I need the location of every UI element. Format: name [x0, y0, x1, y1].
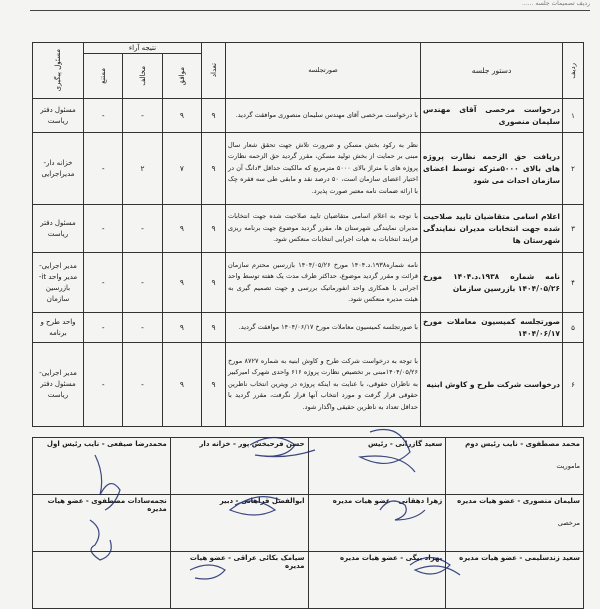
signature-cell — [170, 495, 308, 552]
approve-cell: ۷ — [162, 133, 201, 205]
abstain-cell: - — [84, 99, 123, 133]
oppose-cell: - — [123, 99, 162, 133]
approve-cell: ۹ — [162, 253, 201, 313]
col-result-header: نتیجه آراء — [84, 43, 202, 54]
signature-row — [33, 438, 584, 495]
abstain-cell: - — [84, 343, 123, 427]
minutes-cell: با درخواست مرخصی آقای مهندس سلیمان منصوری موافقت گردید. — [226, 99, 421, 133]
signer-name: سلیمان منصوری - عضو هیات مدیره — [457, 497, 580, 505]
count-cell: ۹ — [202, 133, 226, 205]
table-row — [33, 343, 584, 427]
oppose-cell: ۲ — [123, 133, 162, 205]
signature-cell — [170, 438, 308, 495]
abstain-cell: - — [84, 205, 123, 253]
oppose-cell: - — [123, 313, 162, 343]
agenda-cell: دریافت حق الزحمه نظارت پروژه های بالای ۵۰۰۰مترکه توسط اعضای سازمان احداث می شود — [421, 133, 563, 205]
minutes-cell: نامه شماره۱۹۳۸.د.۱۴۰۴ مورخ ۱۴۰۴/۰۵/۲۶ بازرسین محترم سازمان قرائت و مقرر گردید موضوع، حداکثر ظرف مدت یک هفته توسط واحد اجرایی با همکاری واحد انفورماتیک بررسی و جهت تصمیم گیری به هیئت مدیره منعکس شود. — [226, 253, 421, 313]
signature-row — [33, 495, 584, 552]
responsible-cell: مدیر اجرایی- مسئول دفتر ریاست — [33, 343, 84, 427]
top-cutoff-text: ردیف تصمیمات جلسه ...... — [30, 0, 590, 11]
oppose-cell: - — [123, 205, 162, 253]
table-row — [33, 313, 584, 343]
oppose-cell: - — [123, 343, 162, 427]
count-cell: ۹ — [202, 313, 226, 343]
table-row — [33, 253, 584, 313]
minutes-cell: با توجه به اعلام اسامی متقاضیان تایید صلاحیت شده جهت انتخابات مدیران نمایندگی شهرستان ها، مقرر گردید موضوع جهت برنامه ریزی فرایند انتخابات به هیات اجرایی انتخابات منعکس شود. — [226, 205, 421, 253]
responsible-cell: مسئول دفتر ریاست — [33, 99, 84, 133]
approve-cell: ۹ — [162, 343, 201, 427]
col-responsible-header: مسئول پیگیری — [33, 43, 84, 99]
responsible-cell: مسئول دفتر ریاست — [33, 205, 84, 253]
row-number: ۴ — [563, 253, 584, 313]
signer-status: مرخصی — [557, 519, 580, 527]
row-number: ۶ — [563, 343, 584, 427]
row-number: ۱ — [563, 99, 584, 133]
row-number: ۵ — [563, 313, 584, 343]
signer-name: سعید زندسلیمی - عضو هیات مدیره — [459, 554, 580, 562]
abstain-cell: - — [84, 133, 123, 205]
signature-cell — [308, 438, 446, 495]
count-cell: ۹ — [202, 343, 226, 427]
approve-cell: ۹ — [162, 313, 201, 343]
abstain-cell: - — [84, 313, 123, 343]
oppose-cell: - — [123, 253, 162, 313]
signer-name: سیامک بکائی عراقی - عضو هیات مدیره — [189, 554, 305, 570]
approve-cell: ۹ — [162, 99, 201, 133]
col-approve-header: موافق — [162, 54, 201, 99]
minutes-cell: نظر به رکود بخش مسکن و ضرورت تلاش جهت تحقق شعار سال مبنی بر حمایت از بخش تولید مسکن، مقرر گردید حق الزحمه نظارت پروژه های با متراژ بالای ۵۰۰۰ مترمربع که مالکیت حداقل ۳دانگ آن در اختیار اعضای سازمان است، ۵۰ درصد نقد و مابقی طی سه فقره چک با ارائه ضمانت نامه معتبر صورت پذیرد. — [226, 133, 421, 205]
signature-cell — [33, 495, 171, 552]
signer-name: حسن فرحبخش پور - خزانه دار — [199, 440, 305, 448]
agenda-cell: اعلام اسامی متقاضیان تایید صلاحیت شده جهت انتخابات مدیران نمایندگی شهرستان ها — [421, 205, 563, 253]
signature-table — [32, 437, 584, 609]
signer-name: محمد مصطفوی - نایب رئیس دوم — [465, 440, 580, 448]
signer-name: بهزاد بیگی - عضو هیات مدیره — [339, 554, 443, 562]
col-count-header: تعداد — [202, 43, 226, 99]
signer-name: زهرا دهقانی - عضو هیات مدیره — [332, 497, 443, 505]
minutes-table — [32, 42, 584, 427]
agenda-cell: درخواست مرخصی آقای مهندس سلیمان منصوری — [421, 99, 563, 133]
count-cell: ۹ — [202, 99, 226, 133]
signer-name: سعید گازرانی - رئیس — [368, 440, 443, 448]
table-row — [33, 205, 584, 253]
signature-cell — [446, 495, 584, 552]
responsible-cell: مدیر اجرایی- مدیر واحد it- بازرسین سازمان — [33, 253, 84, 313]
table-row — [33, 133, 584, 205]
col-abstain-header: ممتنع — [84, 54, 123, 99]
agenda-cell: نامه شماره ۱۹۳۸.د.۱۴۰۴ مورخ ۱۴۰۴/۰۵/۲۶ بازرسین سازمان — [421, 253, 563, 313]
agenda-cell: صورتجلسه کمیسیون معاملات مورخ ۱۴۰۴/۰۶/۱۷ — [421, 313, 563, 343]
col-minutes-header: صورتجلسه — [226, 43, 421, 99]
signature-cell — [446, 438, 584, 495]
responsible-cell: واحد طرح و برنامه — [33, 313, 84, 343]
minutes-cell: با توجه به درخواست شرکت طرح و کاوش ابنیه به شماره ۸۷۲۷ مورخ ۱۴۰۴/۰۵/۲۶مبنی بر تخصیص نظارت پروژه ۶۱۶ واحدی شهرک امیرکبیر به ناظران حقوقی، با عنایت به اینکه پروژه در ویترین انتخاب ناظرین حقوقی قرار گرفت و مورد انتخاب آنها قرار نگرفت، مقرر گردید با حداقل تعداد به ناظرین حقیقی واگذار شود. — [226, 343, 421, 427]
col-row-header: ردیف — [563, 43, 584, 99]
signature-cell — [308, 495, 446, 552]
signature-cell — [33, 438, 171, 495]
signer-status: ماموریت — [556, 462, 580, 470]
responsible-cell: خزانه دار- مدیراجرایی — [33, 133, 84, 205]
abstain-cell: - — [84, 253, 123, 313]
signer-name: نجمه‌سادات مصطفوی - عضو هیات مدیره — [47, 497, 167, 513]
row-number: ۲ — [563, 133, 584, 205]
col-oppose-header: مخالف — [123, 54, 162, 99]
minutes-cell: با صورتجلسه کمیسیون معاملات مورخ ۱۴۰۴/۰۶/۱۷ موافقت گردید. — [226, 313, 421, 343]
signer-name: محمدرضا صیفعی - نایب رئیس اول — [46, 440, 167, 448]
count-cell: ۹ — [202, 205, 226, 253]
approve-cell: ۹ — [162, 205, 201, 253]
agenda-cell: درخواست شرکت طرح و کاوش ابنیه — [421, 343, 563, 427]
count-cell: ۹ — [202, 253, 226, 313]
row-number: ۳ — [563, 205, 584, 253]
signer-name: ابوالفضل قراهانی - دبیر — [219, 497, 305, 505]
table-row — [33, 99, 584, 133]
col-agenda-header: دستور جلسه — [421, 43, 563, 99]
